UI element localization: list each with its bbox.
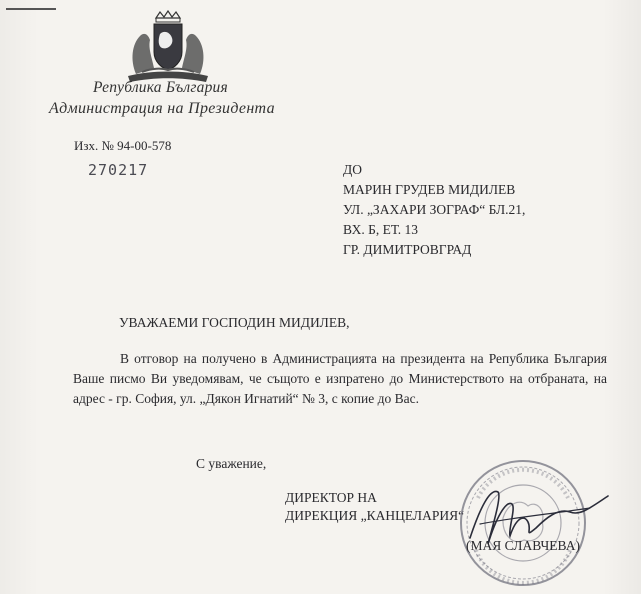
recipient-entrance: ВХ. Б, ЕТ. 13 [343,222,419,237]
scan-edge-mark [6,8,56,10]
signatory-title [285,489,464,525]
recipient-city: ГР. ДИМИТРОВГРАД [343,242,472,257]
recipient-name: МАРИН ГРУДЕВ МИДИЛЕВ [343,182,516,197]
outgoing-reference-number: Изх. № 94-00-578 [74,138,172,153]
recipient-street: УЛ. „ЗАХАРИ ЗОГРАФ“ БЛ.21, [343,202,526,217]
coat-of-arms-icon [122,10,214,84]
recipient-address-block [343,160,525,260]
closing-phrase: С уважение, [196,456,267,471]
letter-body-paragraph: В отговор на получено в Администрацията на президента на Република България Ваше писмо Ви уведомявам, че същото е изпратено до Министерството на отбраната, на адрес - гр. София, ул. „Дякон Игнатий“ № 3, с копие до Вас. [73,351,607,406]
signatory-title-line1: ДИРЕКТОР НА [285,490,377,505]
signatory-name: (МАЯ СЛАВЧЕВА) [466,538,580,553]
signatory-title-line2: ДИРЕКЦИЯ „КАНЦЕЛАРИЯ“ [285,508,465,523]
salutation: УВАЖАЕМИ ГОСПОДИН МИДИЛЕВ, [119,315,350,330]
letterhead-institution: Администрация на Президента [49,100,275,117]
recipient-to-label: ДО [343,162,362,177]
date-stamp: 270217 [88,161,149,179]
letterhead-country: Република България [93,79,228,96]
